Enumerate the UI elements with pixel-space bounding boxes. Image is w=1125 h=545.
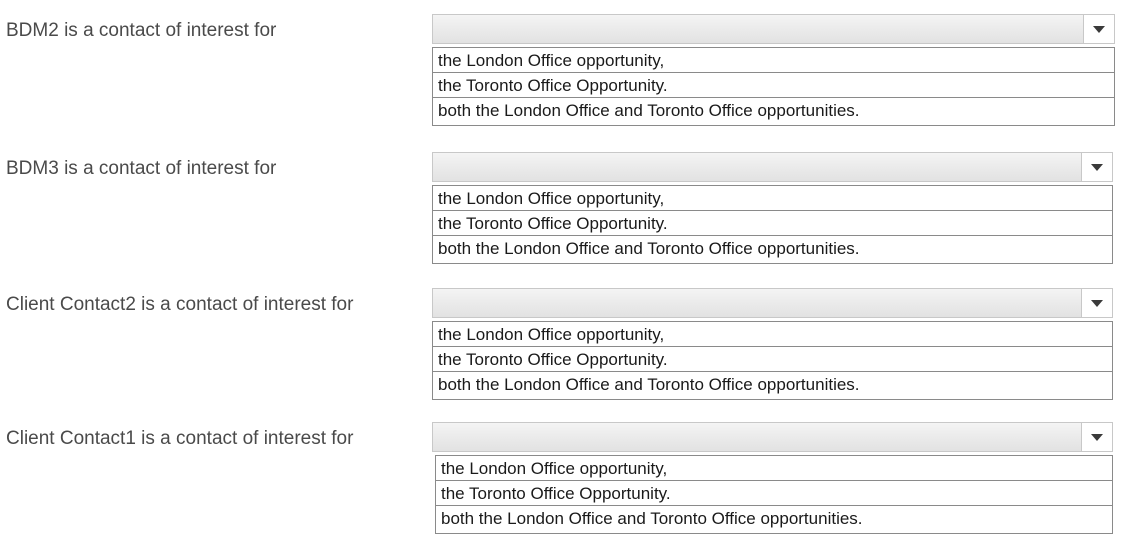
chevron-down-icon[interactable]	[1081, 289, 1112, 317]
question-row	[0, 138, 1125, 263]
question-label: BDM2 is a contact of interest for	[6, 20, 277, 41]
chevron-down-icon[interactable]	[1083, 15, 1114, 43]
answer-dropdown[interactable]	[432, 152, 1113, 182]
dropdown-option[interactable]: both the London Office and Toronto Office opportunities.	[438, 239, 860, 258]
question-label: Client Contact2 is a contact of interest for	[6, 294, 354, 315]
dropdown-option[interactable]: the Toronto Office Opportunity.	[433, 211, 1112, 236]
dropdown-option[interactable]: both the London Office and Toronto Office opportunities.	[438, 375, 860, 394]
dropdown-option[interactable]: the Toronto Office Opportunity.	[436, 481, 1112, 506]
dropdown-option[interactable]: the London Office opportunity,	[436, 456, 1112, 481]
chevron-down-icon[interactable]	[1081, 153, 1112, 181]
question-row	[0, 408, 1125, 533]
dropdown-option[interactable]: the London Office opportunity,	[433, 48, 1114, 73]
dropdown-option[interactable]: the Toronto Office Opportunity.	[433, 347, 1112, 372]
dropdown-options-list	[432, 47, 1115, 126]
dropdown-option[interactable]: the London Office opportunity,	[433, 322, 1112, 347]
dropdown-options-list	[432, 185, 1113, 264]
question-row	[0, 0, 1125, 125]
question-label: Client Contact1 is a contact of interest for	[6, 428, 354, 449]
question-label: BDM3 is a contact of interest for	[6, 158, 277, 179]
dropdown-option[interactable]: both the London Office and Toronto Office opportunities.	[438, 101, 860, 120]
dropdown-option[interactable]: the Toronto Office Opportunity.	[433, 73, 1114, 98]
dropdown-options-list	[432, 321, 1113, 400]
answer-dropdown[interactable]	[432, 14, 1115, 44]
chevron-down-icon[interactable]	[1081, 423, 1112, 451]
question-row	[0, 274, 1125, 399]
dropdown-option[interactable]: both the London Office and Toronto Office opportunities.	[441, 509, 863, 528]
dropdown-option[interactable]: the London Office opportunity,	[433, 186, 1112, 211]
dropdown-options-list	[435, 455, 1113, 534]
answer-dropdown[interactable]	[432, 288, 1113, 318]
answer-dropdown[interactable]	[432, 422, 1113, 452]
